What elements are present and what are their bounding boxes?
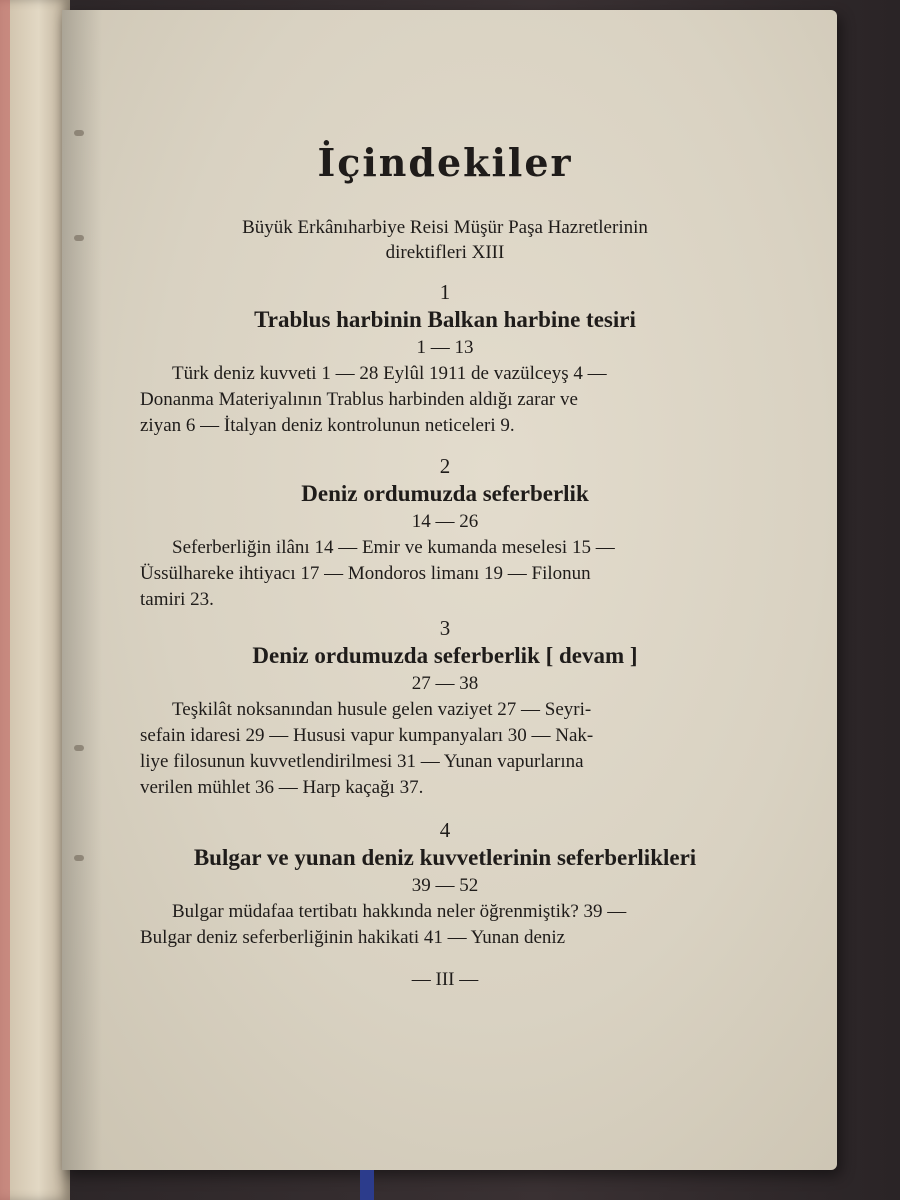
- description-line: Türk deniz kuvveti 1 — 28 Eylûl 1911 de vazülceyş 4 —: [172, 363, 607, 384]
- binding-stitch: [74, 130, 84, 136]
- page-range: 1 — 13: [416, 337, 474, 358]
- description-line: Seferberliğin ilânı 14 — Emir ve kumanda meselesi 15 —: [172, 537, 615, 558]
- section-heading: Bulgar ve yunan deniz kuvvetlerinin seferberlikleri: [193, 845, 697, 870]
- section-number: 1: [439, 280, 451, 304]
- cover-edge: [0, 0, 10, 1200]
- description-line: Bulgar deniz seferberliğinin hakikati 41 — Yunan deniz: [140, 927, 566, 948]
- binding-stitch: [74, 235, 84, 241]
- section-heading: Deniz ordumuzda seferberlik: [301, 481, 589, 506]
- description-line: sefain idaresi 29 — Hususi vapur kumpanyaları 30 — Nak-: [140, 725, 594, 746]
- page-range: 14 — 26: [411, 511, 479, 532]
- section-4: [140, 817, 750, 951]
- section-number: 3: [439, 616, 451, 640]
- section-description: [140, 697, 750, 801]
- section-number: 2: [439, 454, 451, 478]
- section-description: [140, 361, 750, 439]
- page-title: İçindekiler: [317, 140, 573, 185]
- section-number: 4: [439, 818, 451, 842]
- description-line: Teşkilât noksanından husule gelen vaziyet 27 — Seyri-: [172, 699, 592, 720]
- gutter-shadow: [62, 10, 102, 1170]
- intro: [140, 215, 750, 265]
- intro-line: direktifleri XIII: [385, 242, 505, 263]
- intro-line: Büyük Erkânıharbiye Reisi Müşür Paşa Hazretlerinin: [242, 217, 648, 238]
- page-number: — III —: [411, 969, 479, 990]
- description-line: liye filosunun kuvvetlendirilmesi 31 — Yunan vapurlarına: [140, 751, 584, 772]
- section-2: [140, 453, 750, 613]
- binding-stitch: [74, 855, 84, 861]
- description-line: ziyan 6 — İtalyan deniz kontrolunun neticeleri 9.: [140, 415, 515, 436]
- section-description: [140, 535, 750, 613]
- section-heading: Trablus harbinin Balkan harbine tesiri: [254, 307, 636, 332]
- page-range: 39 — 52: [411, 875, 479, 896]
- description-line: Üssülhareke ihtiyacı 17 — Mondoros limanı 19 — Filonun: [140, 563, 591, 584]
- description-line: tamiri 23.: [140, 589, 214, 610]
- section-1: [140, 279, 750, 439]
- bookmark-ribbon: [360, 1170, 374, 1200]
- page-range: 27 — 38: [411, 673, 479, 694]
- section-3: [140, 615, 750, 801]
- description-line: Donanma Materiyalının Trablus harbinden aldığı zarar ve: [140, 389, 578, 410]
- binding-stitch: [74, 745, 84, 751]
- contents-text: [140, 130, 750, 991]
- description-line: verilen mühlet 36 — Harp kaçağı 37.: [140, 777, 424, 798]
- section-description: [140, 899, 750, 951]
- section-heading: Deniz ordumuzda seferberlik [ devam ]: [252, 643, 638, 668]
- left-page-edge: [0, 0, 70, 1200]
- description-line: Bulgar müdafaa tertibatı hakkında neler öğrenmiştik? 39 —: [172, 901, 627, 922]
